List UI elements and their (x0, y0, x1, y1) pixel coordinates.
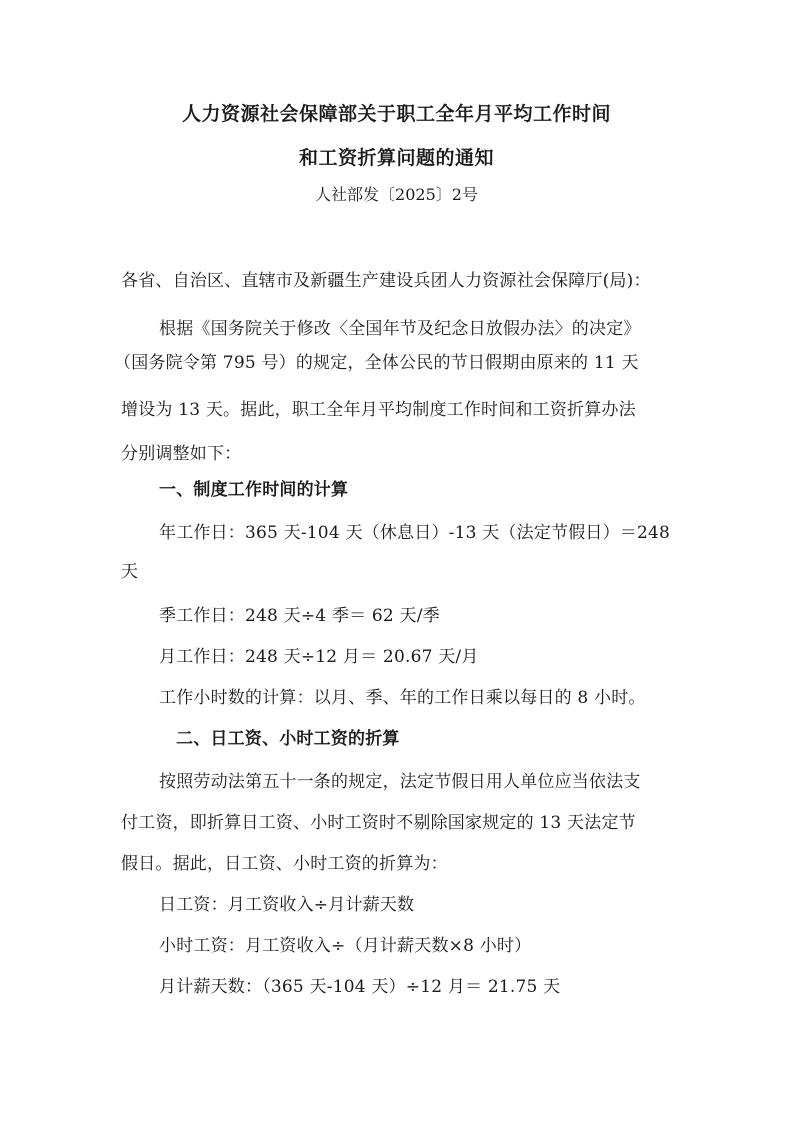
section-1-line: 月工作日：248 天÷12 月＝ 20.67 天/月 (159, 647, 479, 667)
section-2-line: 日工资：月工资收入÷月计薪天数 (159, 895, 415, 915)
section-2-line: 小时工资：月工资收入÷（月计薪天数×8 小时） (159, 936, 532, 956)
intro-line: （国务院令第 795 号）的规定，全体公民的节日假期由原来的 11 天 (114, 353, 639, 373)
section-2-heading: 二、日工资、小时工资的折算 (176, 729, 400, 749)
section-1-line: 季工作日：248 天÷4 季＝ 62 天/季 (159, 606, 440, 626)
section-1-line: 年工作日：365 天-104 天（休息日）-13 天（法定节假日）＝248 (159, 523, 671, 543)
intro-line: 分别调整如下： (121, 444, 242, 464)
intro-line: 根据《国务院关于修改〈全国年节及纪念日放假办法〉的决定》 (159, 319, 641, 339)
section-1-heading: 一、制度工作时间的计算 (159, 480, 349, 500)
intro-line: 增设为 13 天。据此，职工全年月平均制度工作时间和工资折算办法 (121, 400, 636, 420)
document-title-line-1: 人力资源社会保障部关于职工全年月平均工作时间 (181, 103, 611, 125)
section-2-line: 假日。据此，日工资、小时工资的折算为： (121, 854, 448, 874)
section-2-line: 按照劳动法第五十一条的规定，法定节假日用人单位应当依法支 (159, 772, 641, 792)
section-1-line: 工作小时数的计算：以月、季、年的工作日乘以每日的 8 小时。 (159, 688, 646, 708)
section-2-line: 付工资，即折算日工资、小时工资时不剔除国家规定的 13 天法定节 (121, 813, 636, 833)
section-2-line: 月计薪天数：（365 天-104 天）÷12 月＝ 21.75 天 (159, 977, 561, 997)
addressee: 各省、自治区、直辖市及新疆生产建设兵团人力资源社会保障厅(局)： (121, 271, 651, 291)
document-title-line-2: 和工资折算问题的通知 (298, 147, 494, 169)
document-number: 人社部发〔2025〕2号 (315, 185, 478, 204)
section-1-line: 天 (121, 562, 139, 582)
